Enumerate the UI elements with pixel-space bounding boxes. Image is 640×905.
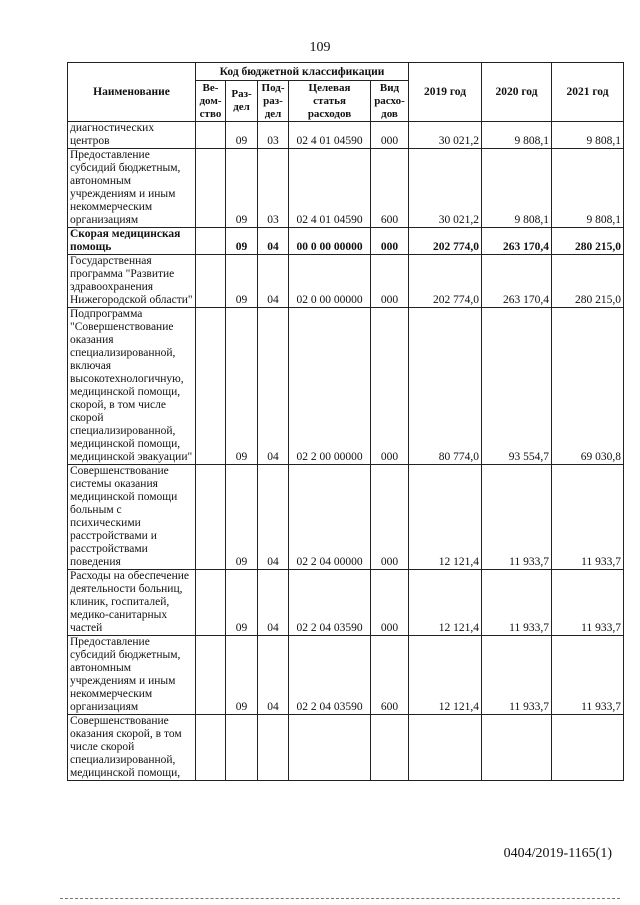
- row-vid-rashodov: 000: [371, 228, 409, 255]
- row-value-2021: 69 030,8: [552, 308, 624, 465]
- row-podrazdel: 04: [258, 255, 289, 308]
- document-code: 0404/2019-1165(1): [503, 846, 612, 861]
- row-podrazdel: [258, 715, 289, 781]
- row-razdel: 09: [226, 228, 258, 255]
- row-value-2020: 11 933,7: [482, 636, 552, 715]
- row-celevaya-statya: 02 4 01 04590: [289, 149, 371, 228]
- row-celevaya-statya: 02 2 04 03590: [289, 570, 371, 636]
- header-year-2019: 2019 год: [409, 63, 482, 122]
- table-row: [68, 636, 624, 715]
- row-value-2021: 11 933,7: [552, 570, 624, 636]
- row-podrazdel: 04: [258, 636, 289, 715]
- row-vid-rashodov: 000: [371, 255, 409, 308]
- table-row: [68, 122, 624, 149]
- row-vedomstvo: [196, 122, 226, 149]
- row-value-2021: [552, 715, 624, 781]
- row-value-2021: 280 215,0: [552, 255, 624, 308]
- row-razdel: 09: [226, 636, 258, 715]
- row-vedomstvo: [196, 570, 226, 636]
- header-vedomstvo: Ве- дом- ство: [196, 81, 226, 122]
- row-razdel: 09: [226, 465, 258, 570]
- row-podrazdel: 03: [258, 149, 289, 228]
- header-razdel: Раз- дел: [226, 81, 258, 122]
- row-celevaya-statya: 02 0 00 00000: [289, 255, 371, 308]
- row-name: Предоставление субсидий бюджетным, автономным учреждениям и иным некоммерческим организациям: [68, 149, 196, 228]
- row-value-2021: 280 215,0: [552, 228, 624, 255]
- table-row: [68, 308, 624, 465]
- table-body: [68, 122, 624, 781]
- row-value-2020: 263 170,4: [482, 228, 552, 255]
- row-value-2020: 93 554,7: [482, 308, 552, 465]
- row-name: Расходы на обеспечение деятельности больниц, клиник, госпиталей, медико-санитарных частей: [68, 570, 196, 636]
- row-value-2020: 263 170,4: [482, 255, 552, 308]
- row-value-2021: 11 933,7: [552, 465, 624, 570]
- row-value-2019: 202 774,0: [409, 228, 482, 255]
- row-name: диагностических центров: [68, 122, 196, 149]
- table-row: [68, 255, 624, 308]
- row-podrazdel: 04: [258, 570, 289, 636]
- budget-table: [67, 62, 624, 781]
- row-vedomstvo: [196, 715, 226, 781]
- row-vid-rashodov: 000: [371, 570, 409, 636]
- row-value-2020: 9 808,1: [482, 149, 552, 228]
- row-podrazdel: 04: [258, 308, 289, 465]
- header-name: Наименование: [68, 63, 196, 122]
- row-vid-rashodov: [371, 715, 409, 781]
- row-podrazdel: 03: [258, 122, 289, 149]
- row-vid-rashodov: 000: [371, 308, 409, 465]
- row-name: Совершенствование оказания скорой, в том числе скорой специализированной, медицинской помощи,: [68, 715, 196, 781]
- table-row: [68, 570, 624, 636]
- header-classification: Код бюджетной классификации: [196, 63, 409, 81]
- row-celevaya-statya: 00 0 00 00000: [289, 228, 371, 255]
- row-value-2020: 11 933,7: [482, 570, 552, 636]
- table-row: [68, 228, 624, 255]
- row-value-2019: 202 774,0: [409, 255, 482, 308]
- row-vid-rashodov: 600: [371, 636, 409, 715]
- row-name: Предоставление субсидий бюджетным, автономным учреждениям и иным некоммерческим организациям: [68, 636, 196, 715]
- row-name: Скорая медицинская помощь: [68, 228, 196, 255]
- row-podrazdel: 04: [258, 228, 289, 255]
- row-celevaya-statya: 02 2 04 00000: [289, 465, 371, 570]
- row-value-2020: 11 933,7: [482, 465, 552, 570]
- row-razdel: 09: [226, 570, 258, 636]
- row-celevaya-statya: 02 4 01 04590: [289, 122, 371, 149]
- row-value-2019: 12 121,4: [409, 465, 482, 570]
- table-row: [68, 715, 624, 781]
- row-celevaya-statya: [289, 715, 371, 781]
- row-value-2019: [409, 715, 482, 781]
- row-vid-rashodov: 000: [371, 465, 409, 570]
- row-value-2019: 30 021,2: [409, 149, 482, 228]
- row-vedomstvo: [196, 636, 226, 715]
- row-celevaya-statya: 02 2 04 03590: [289, 636, 371, 715]
- row-vedomstvo: [196, 228, 226, 255]
- row-razdel: [226, 715, 258, 781]
- row-name: Государственная программа "Развитие здравоохранения Нижегородской области": [68, 255, 196, 308]
- table-row: [68, 149, 624, 228]
- row-value-2019: 12 121,4: [409, 570, 482, 636]
- row-vedomstvo: [196, 465, 226, 570]
- row-razdel: 09: [226, 255, 258, 308]
- row-name: Совершенствование системы оказания медицинской помощи больным с психическими расстройствами и расстройствами поведения: [68, 465, 196, 570]
- row-value-2019: 80 774,0: [409, 308, 482, 465]
- row-value-2021: 11 933,7: [552, 636, 624, 715]
- row-value-2021: 9 808,1: [552, 149, 624, 228]
- row-value-2019: 30 021,2: [409, 122, 482, 149]
- row-vedomstvo: [196, 149, 226, 228]
- scan-edge-line: [60, 898, 620, 900]
- header-vid-rashodov: Вид расхо- дов: [371, 81, 409, 122]
- row-razdel: 09: [226, 149, 258, 228]
- header-year-2020: 2020 год: [482, 63, 552, 122]
- row-name: Подпрограмма "Совершенствование оказания специализированной, включая высокотехнологичную, медицинской помощи, скорой, в том числе скорой специализированной, медицинской помощи, медицинской эвакуации": [68, 308, 196, 465]
- header-podrazdel: Под- раз- дел: [258, 81, 289, 122]
- page-number: 109: [309, 40, 331, 55]
- row-value-2021: 9 808,1: [552, 122, 624, 149]
- row-vedomstvo: [196, 308, 226, 465]
- row-podrazdel: 04: [258, 465, 289, 570]
- table-row: [68, 465, 624, 570]
- header-celevaya-statya: Целевая статья расходов: [289, 81, 371, 122]
- row-razdel: 09: [226, 308, 258, 465]
- row-value-2020: 9 808,1: [482, 122, 552, 149]
- row-vedomstvo: [196, 255, 226, 308]
- header-year-2021: 2021 год: [552, 63, 624, 122]
- row-vid-rashodov: 600: [371, 149, 409, 228]
- row-value-2019: 12 121,4: [409, 636, 482, 715]
- row-celevaya-statya: 02 2 00 00000: [289, 308, 371, 465]
- row-vid-rashodov: 000: [371, 122, 409, 149]
- row-razdel: 09: [226, 122, 258, 149]
- row-value-2020: [482, 715, 552, 781]
